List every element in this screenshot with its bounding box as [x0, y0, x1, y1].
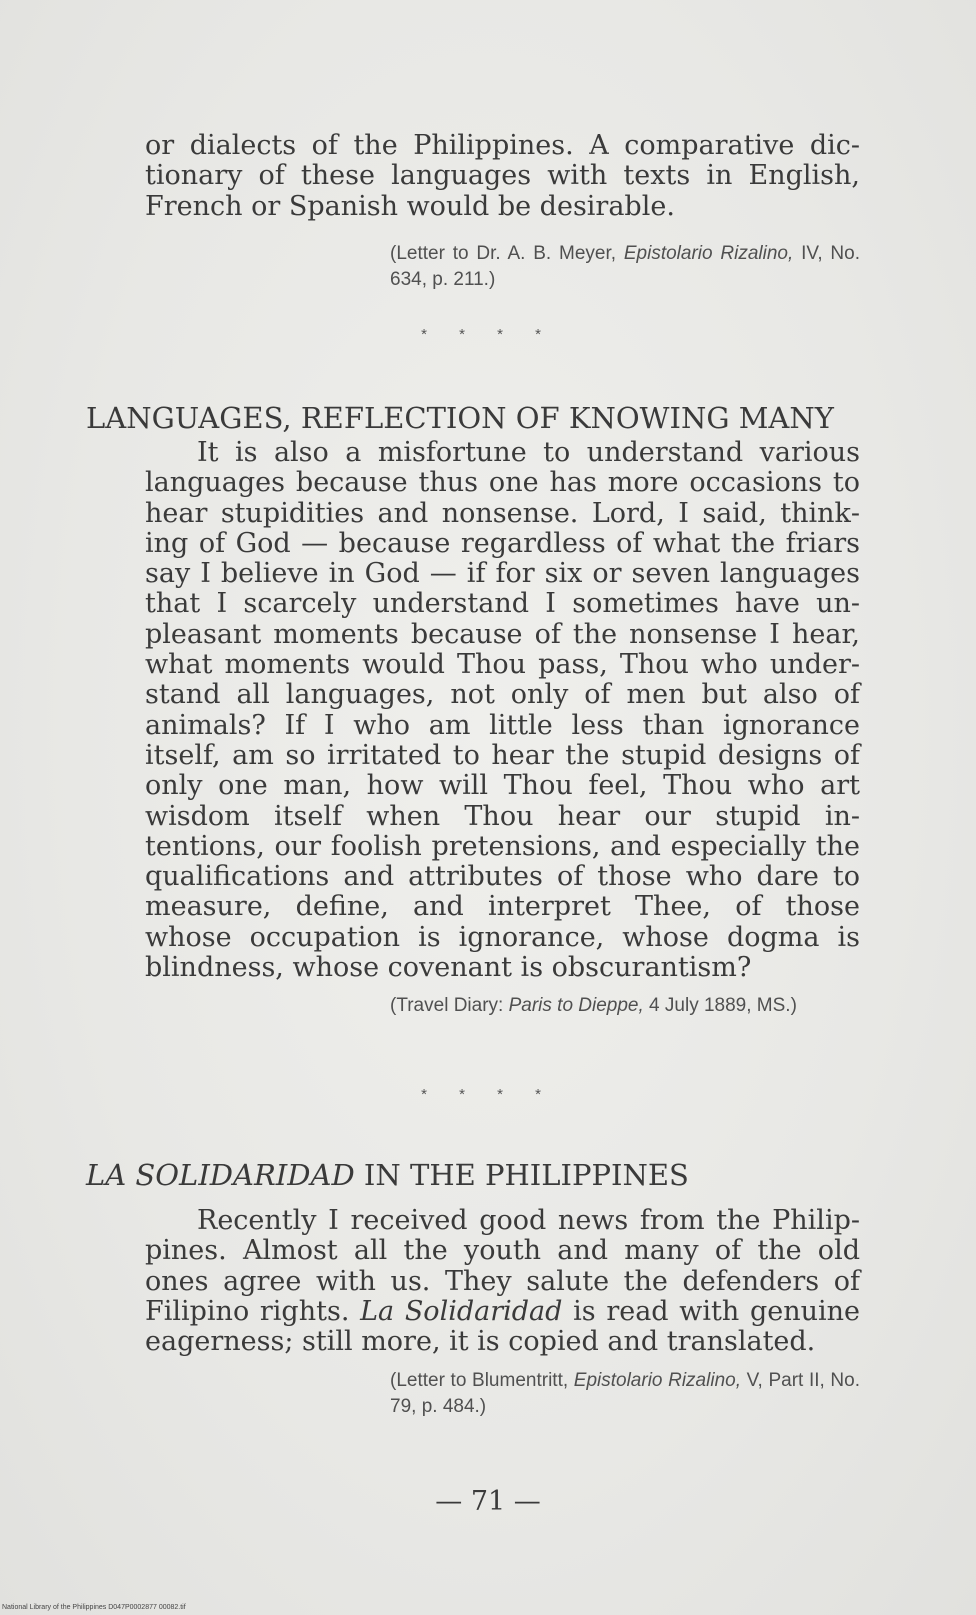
- citation-diary-pre: (Travel Diary:: [390, 995, 509, 1016]
- section-separator: * * * *: [421, 326, 555, 343]
- continuation-paragraph: or dialects of the Philippines. A comparative dictionary of these languages with texts in English, French or Spanish would be desirable.: [145, 130, 860, 222]
- citation-blum-post: V, Part II, No. 79, p. 484.): [390, 1370, 860, 1417]
- citation-meyer: [390, 241, 860, 293]
- languages-paragraph: It is also a misfortune to understand various languages because thus one has more occasions to hear stupidities and nonsense. Lord, I said, thinking of God — because regardless of what the friars say I believe in God — if for six or seven languages that I scarcely understand I sometimes have unpleasant moments because of the nonsense I hear, what moments would Thou pass, Thou who understand all languages, not only of men but also of animals? If I who am little less than ignorance itself, am so irritated to hear the stupid designs of only one man, how will Thou feel, Thou who art wisdom itself when Thou hear our stupid intentions, our foolish pretensions, and especially the qualifications and attributes of those who dare to measure, define, and interpret Thee, of those whose occupation is ignorance, whose dogma is blindness, whose covenant is obscurantism?: [145, 437, 860, 984]
- citation-blumentritt: [390, 1368, 860, 1420]
- citation-meyer-title: Epistolario Rizalino,: [623, 243, 794, 264]
- citation-blum-title: Epistolario Rizalino,: [573, 1370, 741, 1391]
- scan-footer: National Library of the Philippines D047P0002877 00082.tif: [2, 1604, 186, 1611]
- citation-meyer-pre: (Letter to Dr. A. B. Meyer,: [390, 243, 624, 264]
- section-heading-solidaridad: [86, 1158, 866, 1192]
- solidaridad-body-pre: Recently I received good news from the Philippines. Almost all the youth and many of the old ones agree with us. They salute the defenders of Filipino rights.: [145, 1205, 860, 1327]
- solidaridad-body-italic: La Solidaridad: [360, 1295, 563, 1327]
- solidaridad-paragraph: [145, 1206, 860, 1357]
- citation-travel-diary: [390, 993, 860, 1019]
- section-heading-languages: LANGUAGES, REFLECTION OF KNOWING MANY: [86, 401, 834, 435]
- citation-diary-post: 4 July 1889, MS.): [643, 995, 797, 1016]
- heading-italic-title: LA SOLIDARIDAD: [86, 1158, 355, 1192]
- section-separator-2: * * * *: [421, 1086, 555, 1103]
- citation-meyer-post: IV, No. 634, p. 211.): [390, 243, 860, 290]
- heading-rest: IN THE PHILIPPINES: [354, 1158, 689, 1192]
- citation-diary-title: Paris to Dieppe,: [508, 995, 644, 1016]
- citation-blum-pre: (Letter to Blumentritt,: [390, 1370, 574, 1391]
- solidaridad-body-post: is read with genuine eagerness; still more, it is copied and translated.: [145, 1295, 860, 1358]
- page-number: — 71 —: [435, 1486, 541, 1517]
